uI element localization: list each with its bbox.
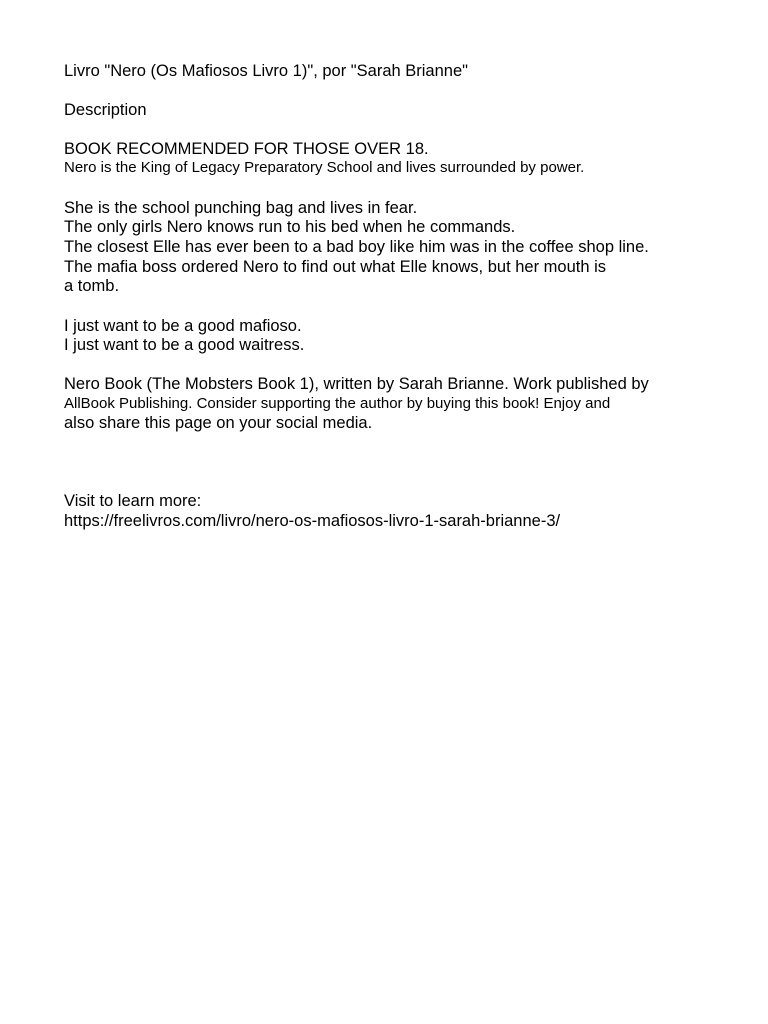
paragraph3-line: Nero Book (The Mobsters Book 1), written by Sarah Brianne. Work published by [64, 375, 649, 393]
paragraph1-line: a tomb. [64, 277, 120, 295]
paragraph2-line: I just want to be a good mafioso. [64, 317, 302, 335]
paragraph1-line: She is the school punching bag and lives in fear. [64, 199, 418, 217]
paragraph1-line: The closest Elle has ever been to a bad boy like him was in the coffee shop line. [64, 238, 649, 256]
visit-label: Visit to learn more: [64, 492, 202, 510]
age-warning: BOOK RECOMMENDED FOR THOSE OVER 18. [64, 140, 429, 158]
paragraph3-line: AllBook Publishing. Consider supporting the author by buying this book! Enjoy and [64, 395, 611, 412]
source-url: https://freelivros.com/livro/nero-os-mafiosos-livro-1-sarah-brianne-3/ [64, 512, 561, 530]
paragraph1-line: The only girls Nero knows run to his bed when he commands. [64, 218, 516, 236]
paragraph2-line: I just want to be a good waitress. [64, 336, 305, 354]
paragraph1-line: The mafia boss ordered Nero to find out what Elle knows, but her mouth is [64, 258, 607, 276]
title-line: Livro "Nero (Os Mafiosos Livro 1)", por "Sarah Brianne" [64, 62, 469, 80]
intro-line: Nero is the King of Legacy Preparatory School and lives surrounded by power. [64, 159, 585, 176]
paragraph3-line: also share this page on your social media. [64, 414, 373, 432]
description-heading: Description [64, 101, 147, 119]
